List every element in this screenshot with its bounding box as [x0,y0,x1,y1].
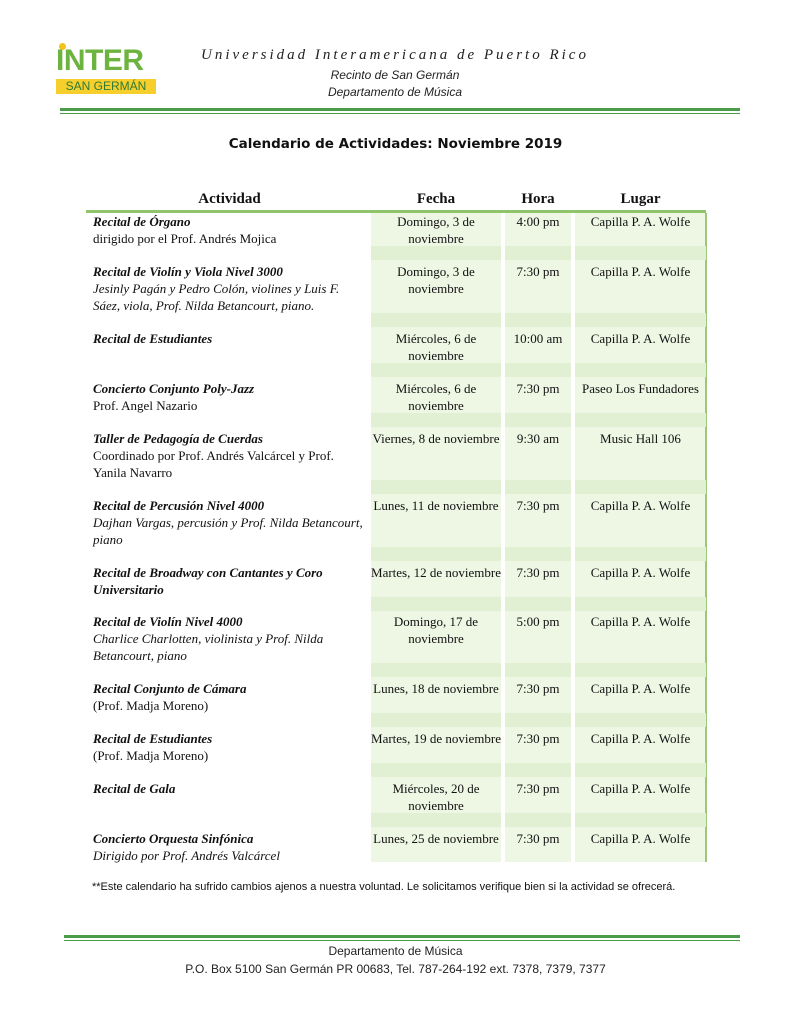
row-separator-band [371,413,706,427]
schedule-note: **Este calendario ha sufrido cambios ajenos a nuestra voluntad. Le solicitamos verifique bien si la actividad se ofrecerá. [92,881,676,893]
row-separator-gap [571,663,575,677]
event-date: Miércoles, 20 de noviembre [392,781,480,813]
row-separator-band [371,813,706,827]
event-location: Music Hall 106 [600,431,681,446]
row-separator-band [371,597,706,611]
row-separator-gap [571,763,575,777]
event-activity [93,213,368,247]
event-time: 7:30 pm [516,681,560,696]
row-separator-gap [571,813,575,827]
event-time: 9:30 am [516,431,560,446]
event-title: Recital de Gala [93,781,176,796]
campus-name: Recinto de San Germán [330,68,460,82]
event-location: Paseo Los Fundadores [582,381,699,396]
row-separator-gap [571,313,575,327]
event-location: Capilla P. A. Wolfe [590,331,691,346]
event-time: 7:30 pm [516,565,560,580]
column-header-hora: Hora [521,191,555,207]
event-time: 5:00 pm [516,614,560,629]
row-separator-band [371,763,706,777]
row-separator-gap [571,547,575,561]
row-separator-gap [501,363,505,377]
footer-divider [64,935,740,938]
header-divider [60,108,740,111]
footer-department: Departamento de Música [328,944,463,958]
event-date: Martes, 19 de noviembre [371,731,501,746]
event-activity [93,613,368,664]
university-name: Universidad Interamericana de Puerto Rico [201,47,589,63]
row-separator-band [371,480,706,494]
column-header-actividad: Actividad [198,191,261,207]
logo-brand: INTER [56,44,144,77]
row-separator-gap [501,246,505,260]
row-separator-band [371,363,706,377]
row-separator-gap [501,413,505,427]
event-date: Lunes, 11 de noviembre [373,498,499,513]
header-divider-thin [60,113,740,114]
event-description: dirigido por el Prof. Andrés Mojica [93,231,277,246]
event-title: Concierto Conjunto Poly-Jazz [93,381,255,396]
event-description: (Prof. Madja Moreno) [93,698,209,713]
event-time: 4:00 pm [516,214,560,229]
event-activity [93,497,368,548]
event-title: Recital de Violín y Viola Nivel 3000 [93,264,283,279]
column-header-fecha: Fecha [416,191,456,207]
row-separator-gap [501,597,505,611]
event-description: Coordinado por Prof. Andrés Valcárcel y Prof. Yanila Navarro [93,448,334,480]
event-date: Domingo, 3 de noviembre [397,264,475,296]
event-title: Recital de Estudiantes [93,331,213,346]
event-date: Domingo, 3 de noviembre [397,214,475,246]
event-title: Recital de Violín Nivel 4000 [93,614,243,629]
row-separator-gap [501,663,505,677]
event-location: Capilla P. A. Wolfe [590,264,691,279]
event-location: Capilla P. A. Wolfe [590,498,691,513]
event-date: Miércoles, 6 de noviembre [395,381,477,413]
event-description: Jesinly Pagán y Pedro Colón, violines y Luis F. Sáez, viola, Prof. Nilda Betancourt, piano. [93,281,340,313]
row-separator-gap [571,597,575,611]
row-separator-gap [501,313,505,327]
event-location: Capilla P. A. Wolfe [590,681,691,696]
row-separator-gap [571,413,575,427]
event-description: (Prof. Madja Moreno) [93,748,209,763]
event-activity [93,430,368,481]
row-separator-gap [501,480,505,494]
event-time: 7:30 pm [516,781,560,796]
row-separator-gap [571,713,575,727]
event-title: Recital Conjunto de Cámara [93,681,247,696]
column-header-lugar: Lugar [620,191,661,207]
event-time: 7:30 pm [516,731,560,746]
event-location: Capilla P. A. Wolfe [590,614,691,629]
event-date: Martes, 12 de noviembre [371,565,501,580]
event-time: 7:30 pm [516,498,560,513]
row-separator-band [371,547,706,561]
event-location: Capilla P. A. Wolfe [590,214,691,229]
event-time: 7:30 pm [516,381,560,396]
event-title: Concierto Orquesta Sinfónica [93,831,254,846]
row-separator-gap [571,246,575,260]
event-description: Dirigido por Prof. Andrés Valcárcel [93,848,280,863]
event-activity [93,780,368,797]
event-activity [93,680,368,714]
event-date: Lunes, 25 de noviembre [373,831,499,846]
event-description: Prof. Angel Nazario [93,398,198,413]
row-separator-gap [501,763,505,777]
page-title: Calendario de Actividades: Noviembre 2019 [228,136,563,152]
event-time: 10:00 am [513,331,563,346]
event-title: Recital de Broadway con Cantantes y Coro Universitario [93,565,323,597]
event-location: Capilla P. A. Wolfe [590,781,691,796]
event-location: Capilla P. A. Wolfe [590,565,691,580]
department-name: Departamento de Música [327,85,463,99]
event-description: Charlice Charlotten, violinista y Prof. Nilda Betancourt, piano [93,631,324,663]
inter-logo [56,46,156,96]
row-separator-gap [501,713,505,727]
row-separator-band [371,246,706,260]
event-date: Lunes, 18 de noviembre [373,681,499,696]
event-time: 7:30 pm [516,264,560,279]
event-title: Recital de Órgano [93,214,191,229]
row-separator-gap [501,813,505,827]
logo-campus: SAN GERMÁN [65,79,147,93]
row-separator-gap [571,480,575,494]
event-location: Capilla P. A. Wolfe [590,731,691,746]
event-activity [93,380,368,414]
event-date: Miércoles, 6 de noviembre [395,331,477,363]
event-description: Dajhan Vargas, percusión y Prof. Nilda Betancourt, piano [93,515,363,547]
event-activity [93,330,368,347]
row-separator-band [371,663,706,677]
event-date: Viernes, 8 de noviembre [372,431,500,446]
event-activity [93,564,368,598]
event-time: 7:30 pm [516,831,560,846]
event-date: Domingo, 17 de noviembre [393,614,479,646]
row-separator-gap [501,547,505,561]
row-separator-gap [571,363,575,377]
footer-divider-thin [64,940,740,941]
event-title: Recital de Percusión Nivel 4000 [93,498,265,513]
event-title: Recital de Estudiantes [93,731,213,746]
event-activity [93,730,368,764]
event-location: Capilla P. A. Wolfe [590,831,691,846]
footer-address: P.O. Box 5100 San Germán PR 00683, Tel. 787-264-192 ext. 7378, 7379, 7377 [185,962,606,976]
event-title: Taller de Pedagogía de Cuerdas [93,431,263,446]
event-activity [93,830,368,864]
row-separator-band [371,713,706,727]
event-activity [93,263,368,314]
row-separator-band [371,313,706,327]
